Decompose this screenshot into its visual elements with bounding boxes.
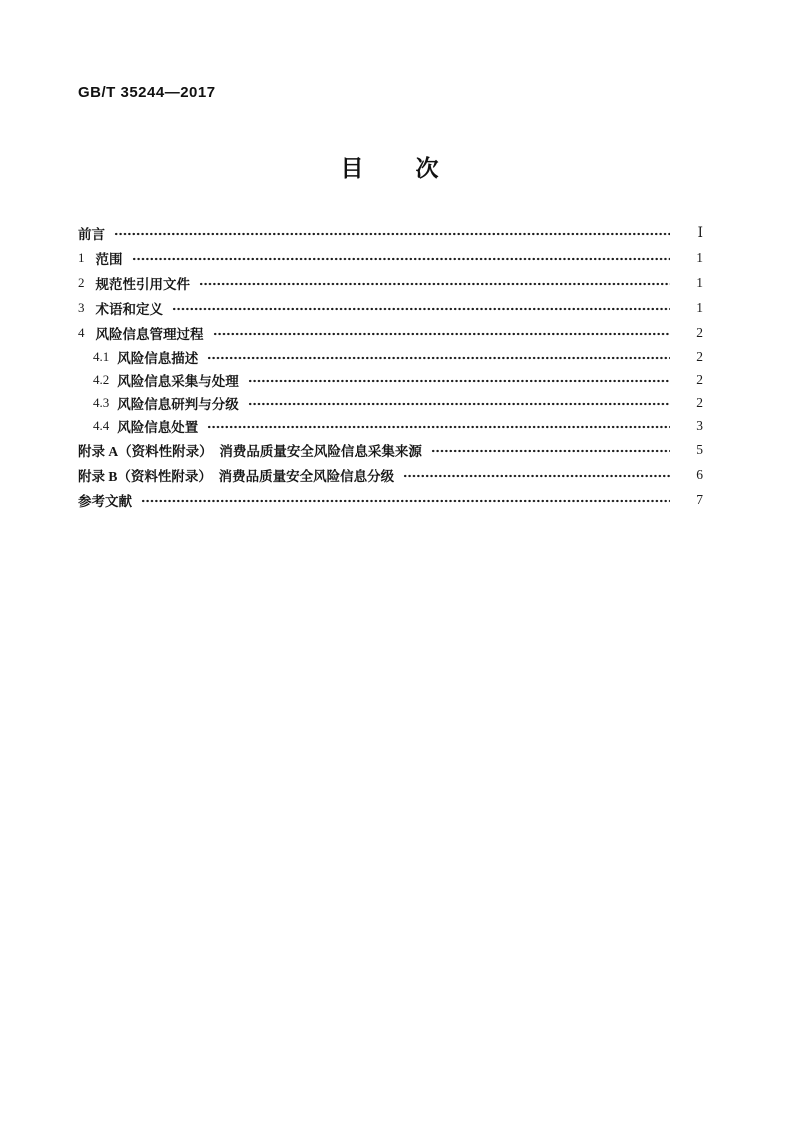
toc-entry-page: Ⅰ [697,224,703,240]
toc-entry [78,220,703,245]
toc-entry-number: 4.2 [93,371,110,387]
toc-leader-dots [403,462,670,487]
toc-entry-label: 风险信息描述 [117,350,199,366]
toc-entry [78,345,703,368]
toc-entry-page: 1 [696,299,703,315]
toc-entry-number: 2 [78,274,85,290]
toc-leader-dots [248,391,670,414]
standard-number: GB/T 35244—2017 [78,84,216,101]
toc-entry-page: 2 [696,324,703,340]
toc-entry [78,320,703,345]
toc-leader-dots [207,345,670,368]
toc-entry-label: 风险信息采集与处理 [117,373,239,389]
toc-entry-label: 风险信息管理过程 [95,326,204,342]
toc-entry-label: 附录 A（资料性附录） 消费品质量安全风险信息采集来源 [78,443,422,459]
toc-entry [78,368,703,391]
toc-entry-number: 4 [78,324,85,340]
toc-entry-page: 2 [696,371,703,387]
toc-entry [78,487,703,512]
toc-entry-label: 风险信息处置 [117,419,199,435]
toc-leader-dots [132,245,671,270]
toc-entry-label: 术语和定义 [95,301,163,317]
toc-entry [78,270,703,295]
toc-entry-label: 规范性引用文件 [95,276,190,292]
toc-entry [78,462,703,487]
toc-leader-dots [199,270,670,295]
toc-leader-dots [114,220,670,245]
toc-leader-dots [213,320,671,345]
toc-entry [78,391,703,414]
toc-entry-label: 范围 [95,251,123,267]
toc-entry-number: 4.3 [93,394,110,410]
toc-entry [78,437,703,462]
toc-leader-dots [172,295,670,320]
toc-entry-page: 7 [696,491,703,507]
toc-entry-label: 附录 B（资料性附录） 消费品质量安全风险信息分级 [78,468,395,484]
toc-entry-number: 3 [78,299,85,315]
toc-entry-page: 2 [696,394,703,410]
toc-leader-dots [248,368,670,391]
toc-entry [78,414,703,437]
toc-entry-label: 前言 [78,226,105,242]
page-title: 目 次 [340,156,441,181]
toc-leader-dots [431,437,670,462]
toc-entry-number: 1 [78,249,85,265]
table-of-contents [78,220,703,512]
toc-entry-page: 3 [696,417,703,433]
toc-leader-dots [207,414,670,437]
toc-entry-label: 参考文献 [78,493,132,509]
toc-entry-page: 2 [696,348,703,364]
toc-entry-label: 风险信息研判与分级 [117,396,239,412]
toc-entry-page: 5 [696,441,703,457]
toc-entry-page: 1 [696,274,703,290]
toc-leader-dots [141,487,670,512]
toc-entry-number: 4.4 [93,417,110,433]
toc-entry [78,245,703,270]
toc-entry-number: 4.1 [93,348,110,364]
toc-entry-page: 1 [696,249,703,265]
toc-entry [78,295,703,320]
toc-entry-page: 6 [696,466,703,482]
